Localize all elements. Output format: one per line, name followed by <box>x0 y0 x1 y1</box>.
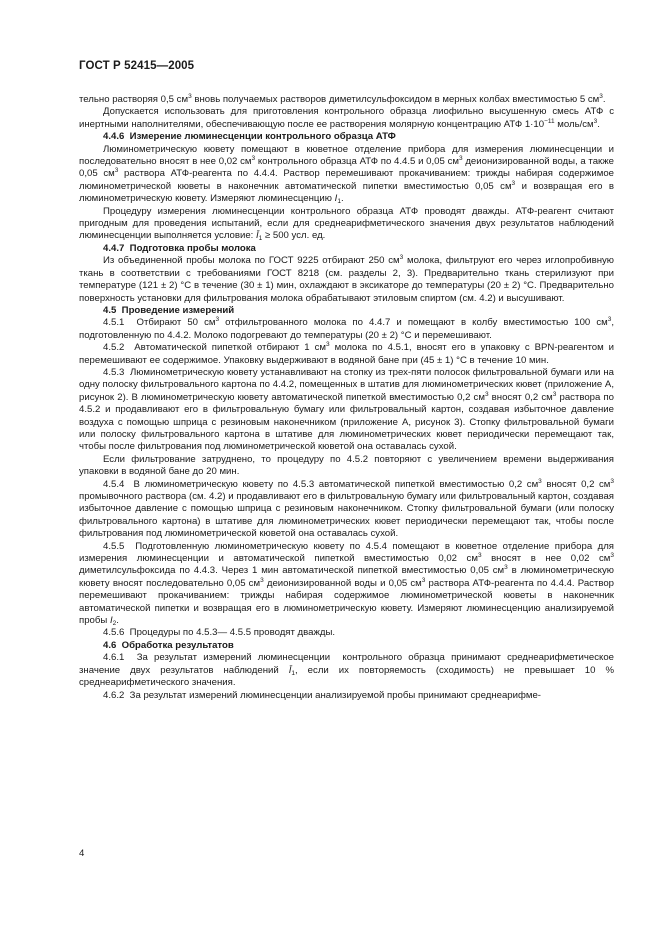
section-heading: 4.4.7 Подготовка пробы молока <box>103 242 256 254</box>
page-number: 4 <box>79 848 85 859</box>
document-body <box>79 94 614 702</box>
paragraph: 4.5.6 Процедуры по 4.5.3— 4.5.5 проводят дважды. <box>103 627 336 639</box>
paragraph: Если фильтрование затруднено, то процедуру по 4.5.2 повторяют с увеличением времени выдерживания упаковки в водяной бане до 20 мин. <box>79 453 614 478</box>
section-heading: 4.5 Проведение измерений <box>103 304 235 316</box>
paragraph: 4.5.3 Люминометрическую кювету устанавливают на стопку из трех-пяти полосок фильтровальной бумаги или на одну полоску фильтровального картона по 4.4.2, помещенных в штатив для люминометрических кювет (приложение А, рисунок 2). В люминометрическую кювету автоматической пипеткой вместимостью 0,2 $см^3$ вносят 0,2 $см^3$ раствора по 4.5.2 и продавливают его в фильтровальную бумагу или фильтровальный картон, создавая избыточное давление воздуха с помощью шприца с резиновым наконечником (приложение А, рисунок 3). Стопку фильтровальной бумаги или полоску фильтровального картона в штативе для люминометрических кювет периодически перемещают так, чтобы после фильтрования под люминометрической кюветой она оставалась сухой. <box>79 366 614 453</box>
paragraph: Процедуру измерения люминесценции контрольного образца АТФ проводят дважды. АТФ-реагент считают пригодным для проведения испытаний, если для среднеарифметического значения двух результатов наблюдений люминесценции выполняется условие: $Ī_1 \ge 500$ усл. ед. <box>79 205 614 243</box>
paragraph: 4.5.2 Автоматической пипеткой отбирают 1 $см^3$ молока по 4.5.1, вносят его в упаковку с BPN-реагентом и перемешивают ее содержимое. Упаковку выдерживают в водяной бане при (45 ± 1) °С в течение 10 мин. <box>79 341 614 366</box>
paragraph: 4.6.1 За результат измерений люминесценции контрольного образца принимают среднеарифметическое значение двух результатов наблюдений $Ī_1$, если их повторяемость (сходимость) не превышает 10 % среднеарифметического значения. <box>79 652 614 689</box>
paragraph: Люминометрическую кювету помещают в кюветное отделение прибора для измерения люминесценции и последовательно вносят в нее 0,02 $см^3$ контрольного образца АТФ по 4.4.5 и 0,05 $см^3$ деионизированной воды, а также 0,05 $см^3$ раствора АТФ-реагента по 4.4.4. Раствор перемешивают прокачиванием: трижды набирая содержимое люминометрической кюветы в наконечник автоматической пипетки вместимостью 0,05 $см^3$ и возвращая его в люминометрическую кювету. Измеряют люминесценцию $I_1$. <box>79 143 614 206</box>
section-heading: 4.4.6 Измерение люминесценции контрольного образца АТФ <box>103 131 396 143</box>
paragraph: 4.5.5 Подготовленную люминометрическую кювету по 4.5.4 помещают в кюветное отделение прибора для измерения люминесценции и автоматической пипеткой вместимостью 0,02 $см^3$ вносят в нее 0,02 $см^3$ диметилсульфоксида по 4.4.3. Через 1 мин автоматической пипеткой вместимостью 0,05 $см^3$ в люминометрическую кювету вносят последовательно 0,05 $см^3$ деионизированной воды и 0,05 $см^3$ раствора АТФ-реагента по 4.4.4. Раствор перемешивают прокачиванием: трижды набирая содержимое люминометрической кюветы в наконечник автоматической пипетки и возвращая его в люминометрическую кювету. Измеряют люминесценцию анализируемой пробы $I_2$. <box>79 540 615 628</box>
paragraph: 4.5.4 В люминометрическую кювету по 4.5.3 автоматической пипеткой вместимостью 0,2 $см^3$ вносят 0,2 $см^3$ промывочного раствора (см. 4.2) и продавливают его в фильтровальную бумагу или фильтровальный картон, создавая избыточное давление с помощью шприца с резиновым наконечником. Стопку фильтровальной бумаги (или полоску фильтровального картона) в штативе для люминометрических кювет периодически перемещают так, чтобы после фильтрования под люминометрической кюветой она оставалась сухой. <box>79 477 614 540</box>
paragraph: тельно растворяя 0,5 $см^3$ вновь получаемых растворов диметилсульфоксидом в мерных колбах вместимостью 5 $см^3$. <box>79 93 606 105</box>
paragraph: 4.6.2 За результат измерений люминесценции анализируемой пробы принимают среднеарифме- <box>103 689 542 701</box>
paragraph: 4.5.1 Отбирают 50 $см^3$ отфильтрованного молока по 4.4.7 и помещают в колбу вместимостью 100 $см^3$, подготовленную по 4.4.2. Молоко подогревают до температуры (20 ± 2) °С и перемешивают. <box>79 316 615 341</box>
paragraph: Из объединенной пробы молока по ГОСТ 9225 отбирают 250 $см^3$ молока, фильтруют его через иглопробивную ткань в соответствии с требованиями ГОСТ 8218 (см. разделы 2, 3). Предварительно ткань стерилизуют при температуре (121 ± 2) °С в течение (30 ± 1) мин, охлаждают в эксикаторе до температуры (20 ± 2) °С. Предварительно поверхность установки для фильтрования молока обрабатывают этиловым спиртом (см. 4.2) и высушивают. <box>79 254 615 304</box>
paragraph: Допускается использовать для приготовления контрольного образца лиофильно высушенную смесь АТФ с инертными наполнителями, обеспечивающую после ее растворения молярную концентрацию АТФ $1\cdot 10^{-11}$ моль/$см^3$. <box>79 106 614 130</box>
section-heading: 4.6 Обработка результатов <box>103 639 234 651</box>
document-header: ГОСТ Р 52415—2005 <box>79 60 195 72</box>
